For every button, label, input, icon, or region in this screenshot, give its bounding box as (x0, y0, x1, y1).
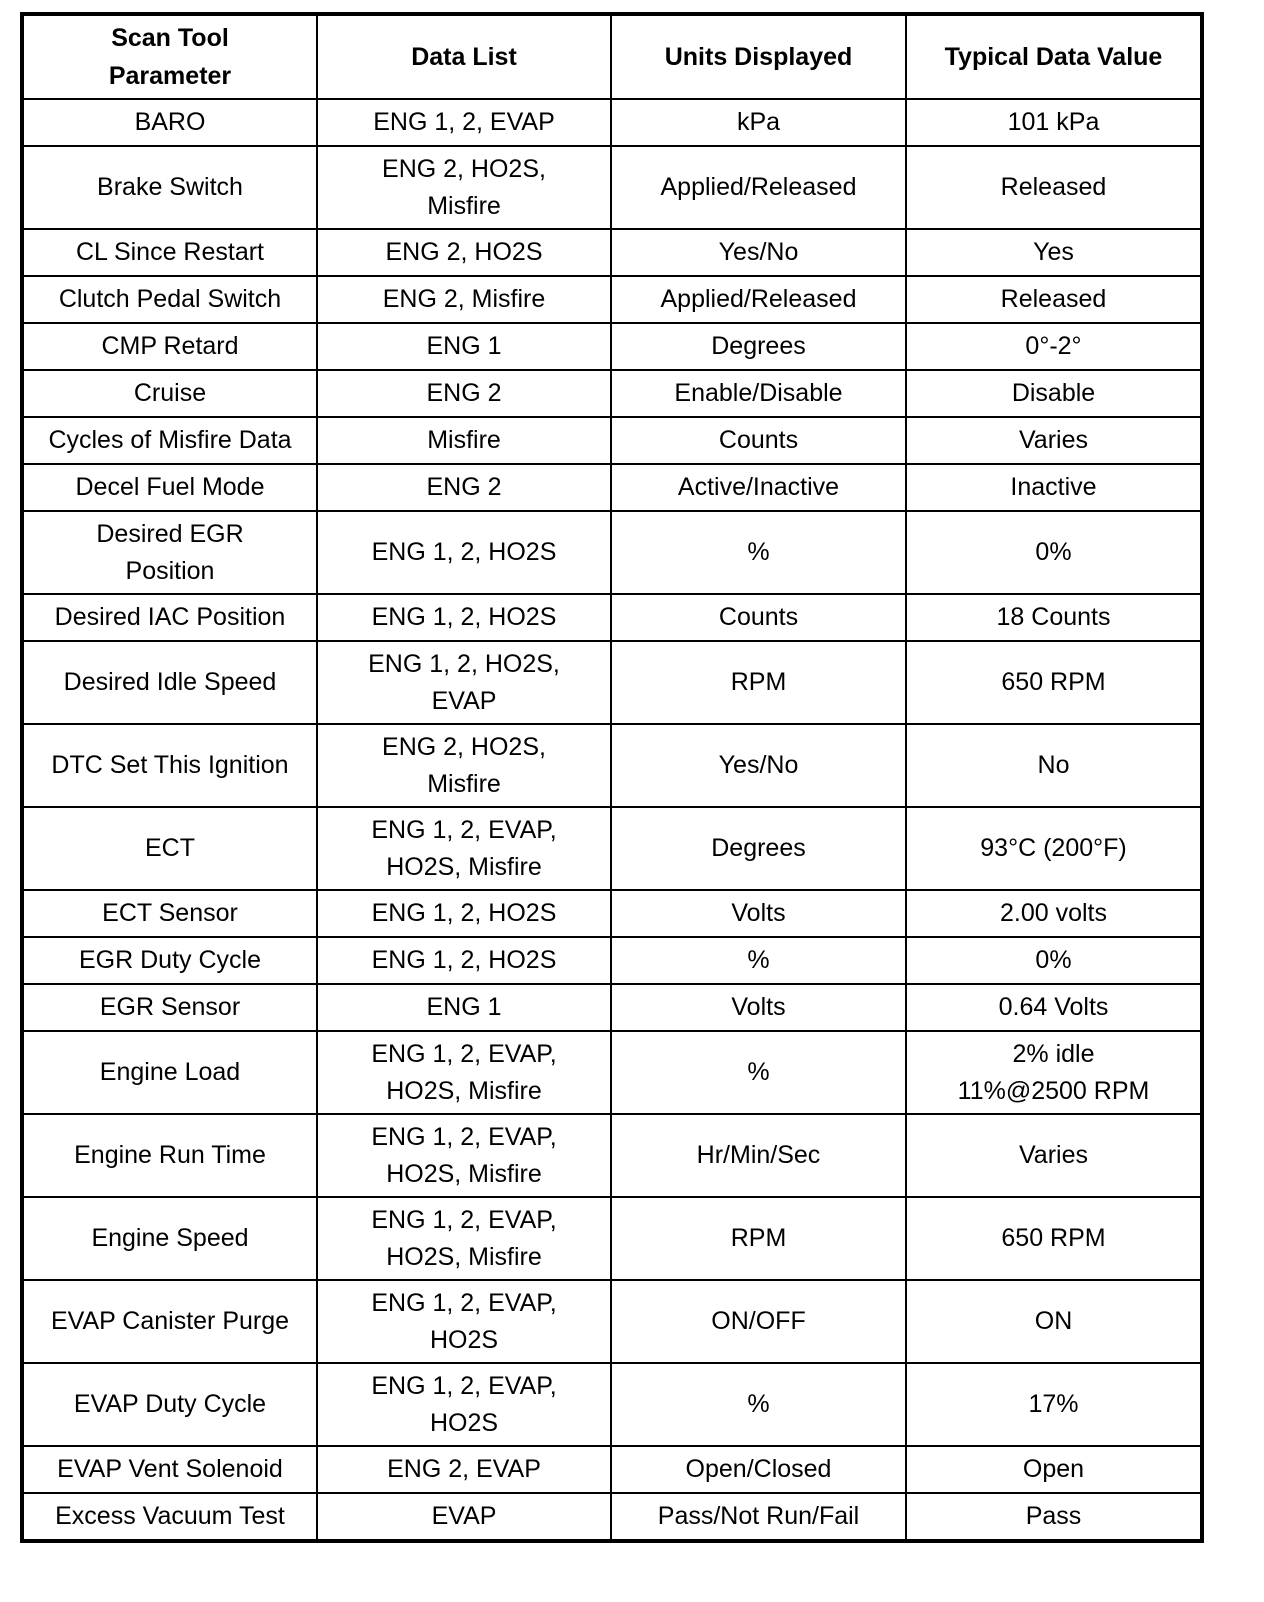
cell-text: % (747, 538, 770, 566)
cell-units-displayed (611, 641, 906, 724)
cell-text: Misfire (427, 426, 501, 454)
cell-data-list (317, 146, 611, 229)
cell-typical-data-value (906, 1114, 1202, 1197)
cell-units-displayed (611, 511, 906, 594)
cell-typical-data-value (906, 1363, 1202, 1446)
cell-units-displayed (611, 1031, 906, 1114)
cell-typical-data-value (906, 984, 1202, 1031)
cell-text: ENG 2, HO2S, (382, 154, 546, 183)
cell-parameter (22, 1493, 317, 1541)
cell-text: Open (1022, 1455, 1085, 1483)
cell-data-list (317, 641, 611, 724)
cell-text: Clutch Pedal Switch (58, 285, 282, 313)
cell-text: ECT Sensor (102, 899, 238, 927)
cell-text: Yes/No (718, 238, 799, 266)
cell-text: 0.64 Volts (998, 993, 1109, 1021)
table-row (22, 99, 1202, 146)
table-row (22, 1493, 1202, 1541)
cell-units-displayed (611, 1197, 906, 1280)
cell-units-displayed (611, 276, 906, 323)
cell-text: 18 Counts (996, 603, 1111, 631)
table-row (22, 937, 1202, 984)
cell-parameter (22, 890, 317, 937)
cell-text: No (1037, 751, 1070, 779)
cell-typical-data-value (906, 594, 1202, 641)
cell-parameter (22, 1280, 317, 1363)
cell-units-displayed (611, 890, 906, 937)
cell-units-displayed (611, 1493, 906, 1541)
cell-units-displayed (611, 146, 906, 229)
cell-text: ENG 1, 2, HO2S (371, 603, 557, 631)
table-row (22, 594, 1202, 641)
cell-units-displayed (611, 807, 906, 890)
cell-data-list (317, 323, 611, 370)
cell-text: Misfire (427, 769, 501, 798)
cell-text: Pass/Not Run/Fail (657, 1502, 860, 1530)
table-row (22, 464, 1202, 511)
cell-text: RPM (730, 1224, 787, 1252)
cell-text: Hr/Min/Sec (696, 1141, 821, 1169)
cell-text: 0% (1035, 946, 1072, 974)
cell-text: Varies (1018, 426, 1088, 454)
cell-text: Inactive (1010, 473, 1097, 501)
cell-data-list (317, 1280, 611, 1363)
cell-typical-data-value (906, 890, 1202, 937)
cell-text: HO2S, Misfire (386, 852, 542, 881)
header-text: Scan Tool (111, 24, 229, 52)
cell-typical-data-value (906, 146, 1202, 229)
cell-data-list (317, 1363, 611, 1446)
header-units-displayed (611, 14, 906, 99)
cell-text: EVAP Canister Purge (50, 1307, 290, 1335)
cell-text: Engine Load (99, 1058, 241, 1086)
cell-text: CMP Retard (101, 332, 239, 360)
cell-text: Pass (1025, 1502, 1082, 1530)
table-row (22, 370, 1202, 417)
cell-units-displayed (611, 229, 906, 276)
cell-text: ENG 1, 2, EVAP, (371, 1371, 557, 1400)
cell-text: ENG 1, 2, EVAP, (371, 1288, 557, 1317)
table-row (22, 417, 1202, 464)
cell-text: Applied/Released (660, 173, 857, 201)
cell-text: Yes (1033, 238, 1074, 266)
table-row (22, 1031, 1202, 1114)
table-row (22, 641, 1202, 724)
cell-data-list (317, 807, 611, 890)
cell-data-list (317, 1493, 611, 1541)
cell-parameter (22, 229, 317, 276)
cell-data-list (317, 1031, 611, 1114)
cell-text: 101 kPa (1007, 108, 1100, 136)
cell-text: Varies (1018, 1141, 1088, 1169)
cell-typical-data-value (906, 1280, 1202, 1363)
cell-text: 650 RPM (1001, 1224, 1106, 1252)
cell-parameter (22, 511, 317, 594)
cell-parameter (22, 146, 317, 229)
cell-units-displayed (611, 370, 906, 417)
cell-text: % (747, 1058, 770, 1086)
cell-units-displayed (611, 594, 906, 641)
cell-text: ENG 1, 2, HO2S (371, 946, 557, 974)
cell-text: Position (125, 556, 215, 585)
cell-text: ENG 1, 2, HO2S (371, 538, 557, 566)
cell-text: Counts (718, 426, 799, 454)
cell-typical-data-value (906, 464, 1202, 511)
cell-text: kPa (736, 108, 781, 136)
cell-typical-data-value (906, 417, 1202, 464)
cell-text: Yes/No (718, 751, 799, 779)
cell-text: EGR Duty Cycle (79, 946, 261, 974)
cell-typical-data-value (906, 229, 1202, 276)
cell-text: ENG 1, 2, EVAP (373, 108, 555, 136)
table-row (22, 984, 1202, 1031)
table-row (22, 229, 1202, 276)
cell-data-list (317, 724, 611, 807)
cell-parameter (22, 276, 317, 323)
cell-data-list (317, 276, 611, 323)
cell-text: Desired EGR (96, 519, 244, 548)
cell-typical-data-value (906, 276, 1202, 323)
header-text: Typical Data Value (944, 43, 1163, 71)
cell-text: Released (1000, 173, 1107, 201)
table-row (22, 276, 1202, 323)
cell-text: CL Since Restart (75, 238, 265, 266)
cell-typical-data-value (906, 323, 1202, 370)
cell-text: ENG 1, 2, EVAP, (371, 1205, 557, 1234)
table-row (22, 724, 1202, 807)
cell-typical-data-value (906, 641, 1202, 724)
cell-text: EGR Sensor (99, 993, 241, 1021)
cell-text: EVAP (431, 1502, 497, 1530)
cell-typical-data-value (906, 724, 1202, 807)
cell-typical-data-value (906, 511, 1202, 594)
cell-text: EVAP Vent Solenoid (57, 1455, 283, 1483)
cell-text: Excess Vacuum Test (55, 1502, 285, 1530)
cell-data-list (317, 594, 611, 641)
cell-text: 93°C (200°F) (980, 834, 1127, 862)
cell-text: 17% (1028, 1390, 1079, 1418)
cell-parameter (22, 594, 317, 641)
cell-parameter (22, 937, 317, 984)
cell-text: Disable (1011, 379, 1096, 407)
cell-parameter (22, 807, 317, 890)
cell-text: EVAP (431, 686, 497, 715)
cell-data-list (317, 370, 611, 417)
cell-parameter (22, 724, 317, 807)
cell-data-list (317, 99, 611, 146)
cell-parameter (22, 370, 317, 417)
cell-text: 0% (1035, 538, 1072, 566)
header-scan-tool-parameter (22, 14, 317, 99)
cell-parameter (22, 1363, 317, 1446)
cell-data-list (317, 417, 611, 464)
header-text: Data List (411, 43, 517, 71)
cell-units-displayed (611, 1446, 906, 1493)
cell-text: Active/Inactive (677, 473, 840, 501)
cell-text: HO2S (429, 1408, 499, 1437)
cell-text: Degrees (711, 332, 806, 360)
header-row (22, 14, 1202, 99)
cell-text: Engine Run Time (74, 1141, 266, 1169)
cell-data-list (317, 511, 611, 594)
table-row (22, 1114, 1202, 1197)
cell-parameter (22, 1197, 317, 1280)
cell-units-displayed (611, 937, 906, 984)
cell-parameter (22, 1446, 317, 1493)
cell-units-displayed (611, 984, 906, 1031)
cell-typical-data-value (906, 1446, 1202, 1493)
cell-units-displayed (611, 99, 906, 146)
cell-typical-data-value (906, 370, 1202, 417)
cell-text: Cruise (133, 379, 207, 407)
table-row (22, 807, 1202, 890)
cell-text: 2% idle (1012, 1039, 1095, 1068)
cell-parameter (22, 464, 317, 511)
cell-units-displayed (611, 323, 906, 370)
cell-text: HO2S, Misfire (386, 1076, 542, 1105)
cell-text: % (747, 946, 770, 974)
cell-typical-data-value (906, 99, 1202, 146)
cell-data-list (317, 937, 611, 984)
cell-typical-data-value (906, 937, 1202, 984)
cell-text: Open/Closed (685, 1455, 832, 1483)
table-row (22, 323, 1202, 370)
table-row (22, 1197, 1202, 1280)
cell-text: ENG 1, 2, EVAP, (371, 1039, 557, 1068)
cell-parameter (22, 984, 317, 1031)
cell-text: Applied/Released (660, 285, 857, 313)
cell-text: Volts (731, 899, 786, 927)
cell-text: Cycles of Misfire Data (48, 426, 292, 454)
table-row (22, 511, 1202, 594)
cell-units-displayed (611, 464, 906, 511)
cell-text: Decel Fuel Mode (75, 473, 265, 501)
cell-text: DTC Set This Ignition (51, 751, 289, 779)
cell-text: HO2S, Misfire (386, 1159, 542, 1188)
cell-text: Released (1000, 285, 1107, 313)
cell-parameter (22, 641, 317, 724)
cell-text: Desired IAC Position (54, 603, 286, 631)
table-row (22, 1363, 1202, 1446)
cell-typical-data-value (906, 1031, 1202, 1114)
cell-parameter (22, 1114, 317, 1197)
cell-data-list (317, 1197, 611, 1280)
cell-text: ON/OFF (711, 1307, 806, 1335)
cell-data-list (317, 1114, 611, 1197)
cell-typical-data-value (906, 1197, 1202, 1280)
header-typical-data-value (906, 14, 1202, 99)
cell-text: ENG 2 (426, 473, 502, 501)
table-row (22, 1446, 1202, 1493)
cell-text: ENG 2, Misfire (382, 285, 546, 313)
table-body (22, 99, 1202, 1541)
cell-parameter (22, 323, 317, 370)
cell-text: HO2S, Misfire (386, 1242, 542, 1271)
cell-text: BARO (134, 108, 206, 136)
cell-text: ENG 1, 2, HO2S, (368, 649, 560, 678)
cell-text: Volts (731, 993, 786, 1021)
cell-text: 11%@2500 RPM (957, 1076, 1150, 1105)
cell-text: 2.00 volts (999, 899, 1107, 927)
cell-text: ENG 1 (426, 332, 502, 360)
cell-data-list (317, 1446, 611, 1493)
cell-text: Misfire (427, 191, 501, 220)
table-row (22, 146, 1202, 229)
cell-text: % (747, 1390, 770, 1418)
cell-text: EVAP Duty Cycle (73, 1390, 267, 1418)
cell-text: ENG 2, HO2S (385, 238, 543, 266)
cell-units-displayed (611, 1363, 906, 1446)
cell-text: ENG 1, 2, EVAP, (371, 1122, 557, 1151)
cell-text: HO2S (429, 1325, 499, 1354)
cell-text: ECT (145, 834, 195, 862)
cell-text: ENG 1, 2, EVAP, (371, 815, 557, 844)
header-text: Units Displayed (664, 43, 853, 71)
cell-text: Enable/Disable (674, 379, 843, 407)
cell-text: Engine Speed (91, 1224, 249, 1252)
cell-typical-data-value (906, 807, 1202, 890)
cell-parameter (22, 417, 317, 464)
cell-text: Degrees (711, 834, 806, 862)
cell-text: Desired Idle Speed (63, 668, 277, 696)
cell-text: ENG 1, 2, HO2S (371, 899, 557, 927)
cell-text: ENG 1 (426, 993, 502, 1021)
cell-text: ENG 2 (426, 379, 502, 407)
cell-data-list (317, 984, 611, 1031)
cell-text: 650 RPM (1001, 668, 1106, 696)
cell-text: ENG 2, HO2S, (382, 732, 546, 761)
cell-parameter (22, 99, 317, 146)
cell-data-list (317, 464, 611, 511)
table-row (22, 1280, 1202, 1363)
cell-typical-data-value (906, 1493, 1202, 1541)
cell-text: RPM (730, 668, 787, 696)
cell-units-displayed (611, 417, 906, 464)
cell-text: Brake Switch (97, 173, 243, 201)
scan-tool-parameter-table (20, 12, 1204, 1543)
header-data-list (317, 14, 611, 99)
cell-text: ENG 2, EVAP (387, 1455, 541, 1483)
cell-units-displayed (611, 724, 906, 807)
cell-units-displayed (611, 1280, 906, 1363)
cell-data-list (317, 229, 611, 276)
cell-parameter (22, 1031, 317, 1114)
table-row (22, 890, 1202, 937)
header-text: Parameter (108, 62, 232, 90)
cell-units-displayed (611, 1114, 906, 1197)
cell-data-list (317, 890, 611, 937)
cell-text: 0°-2° (1025, 332, 1082, 360)
cell-text: ON (1034, 1307, 1073, 1335)
cell-text: Counts (718, 603, 799, 631)
